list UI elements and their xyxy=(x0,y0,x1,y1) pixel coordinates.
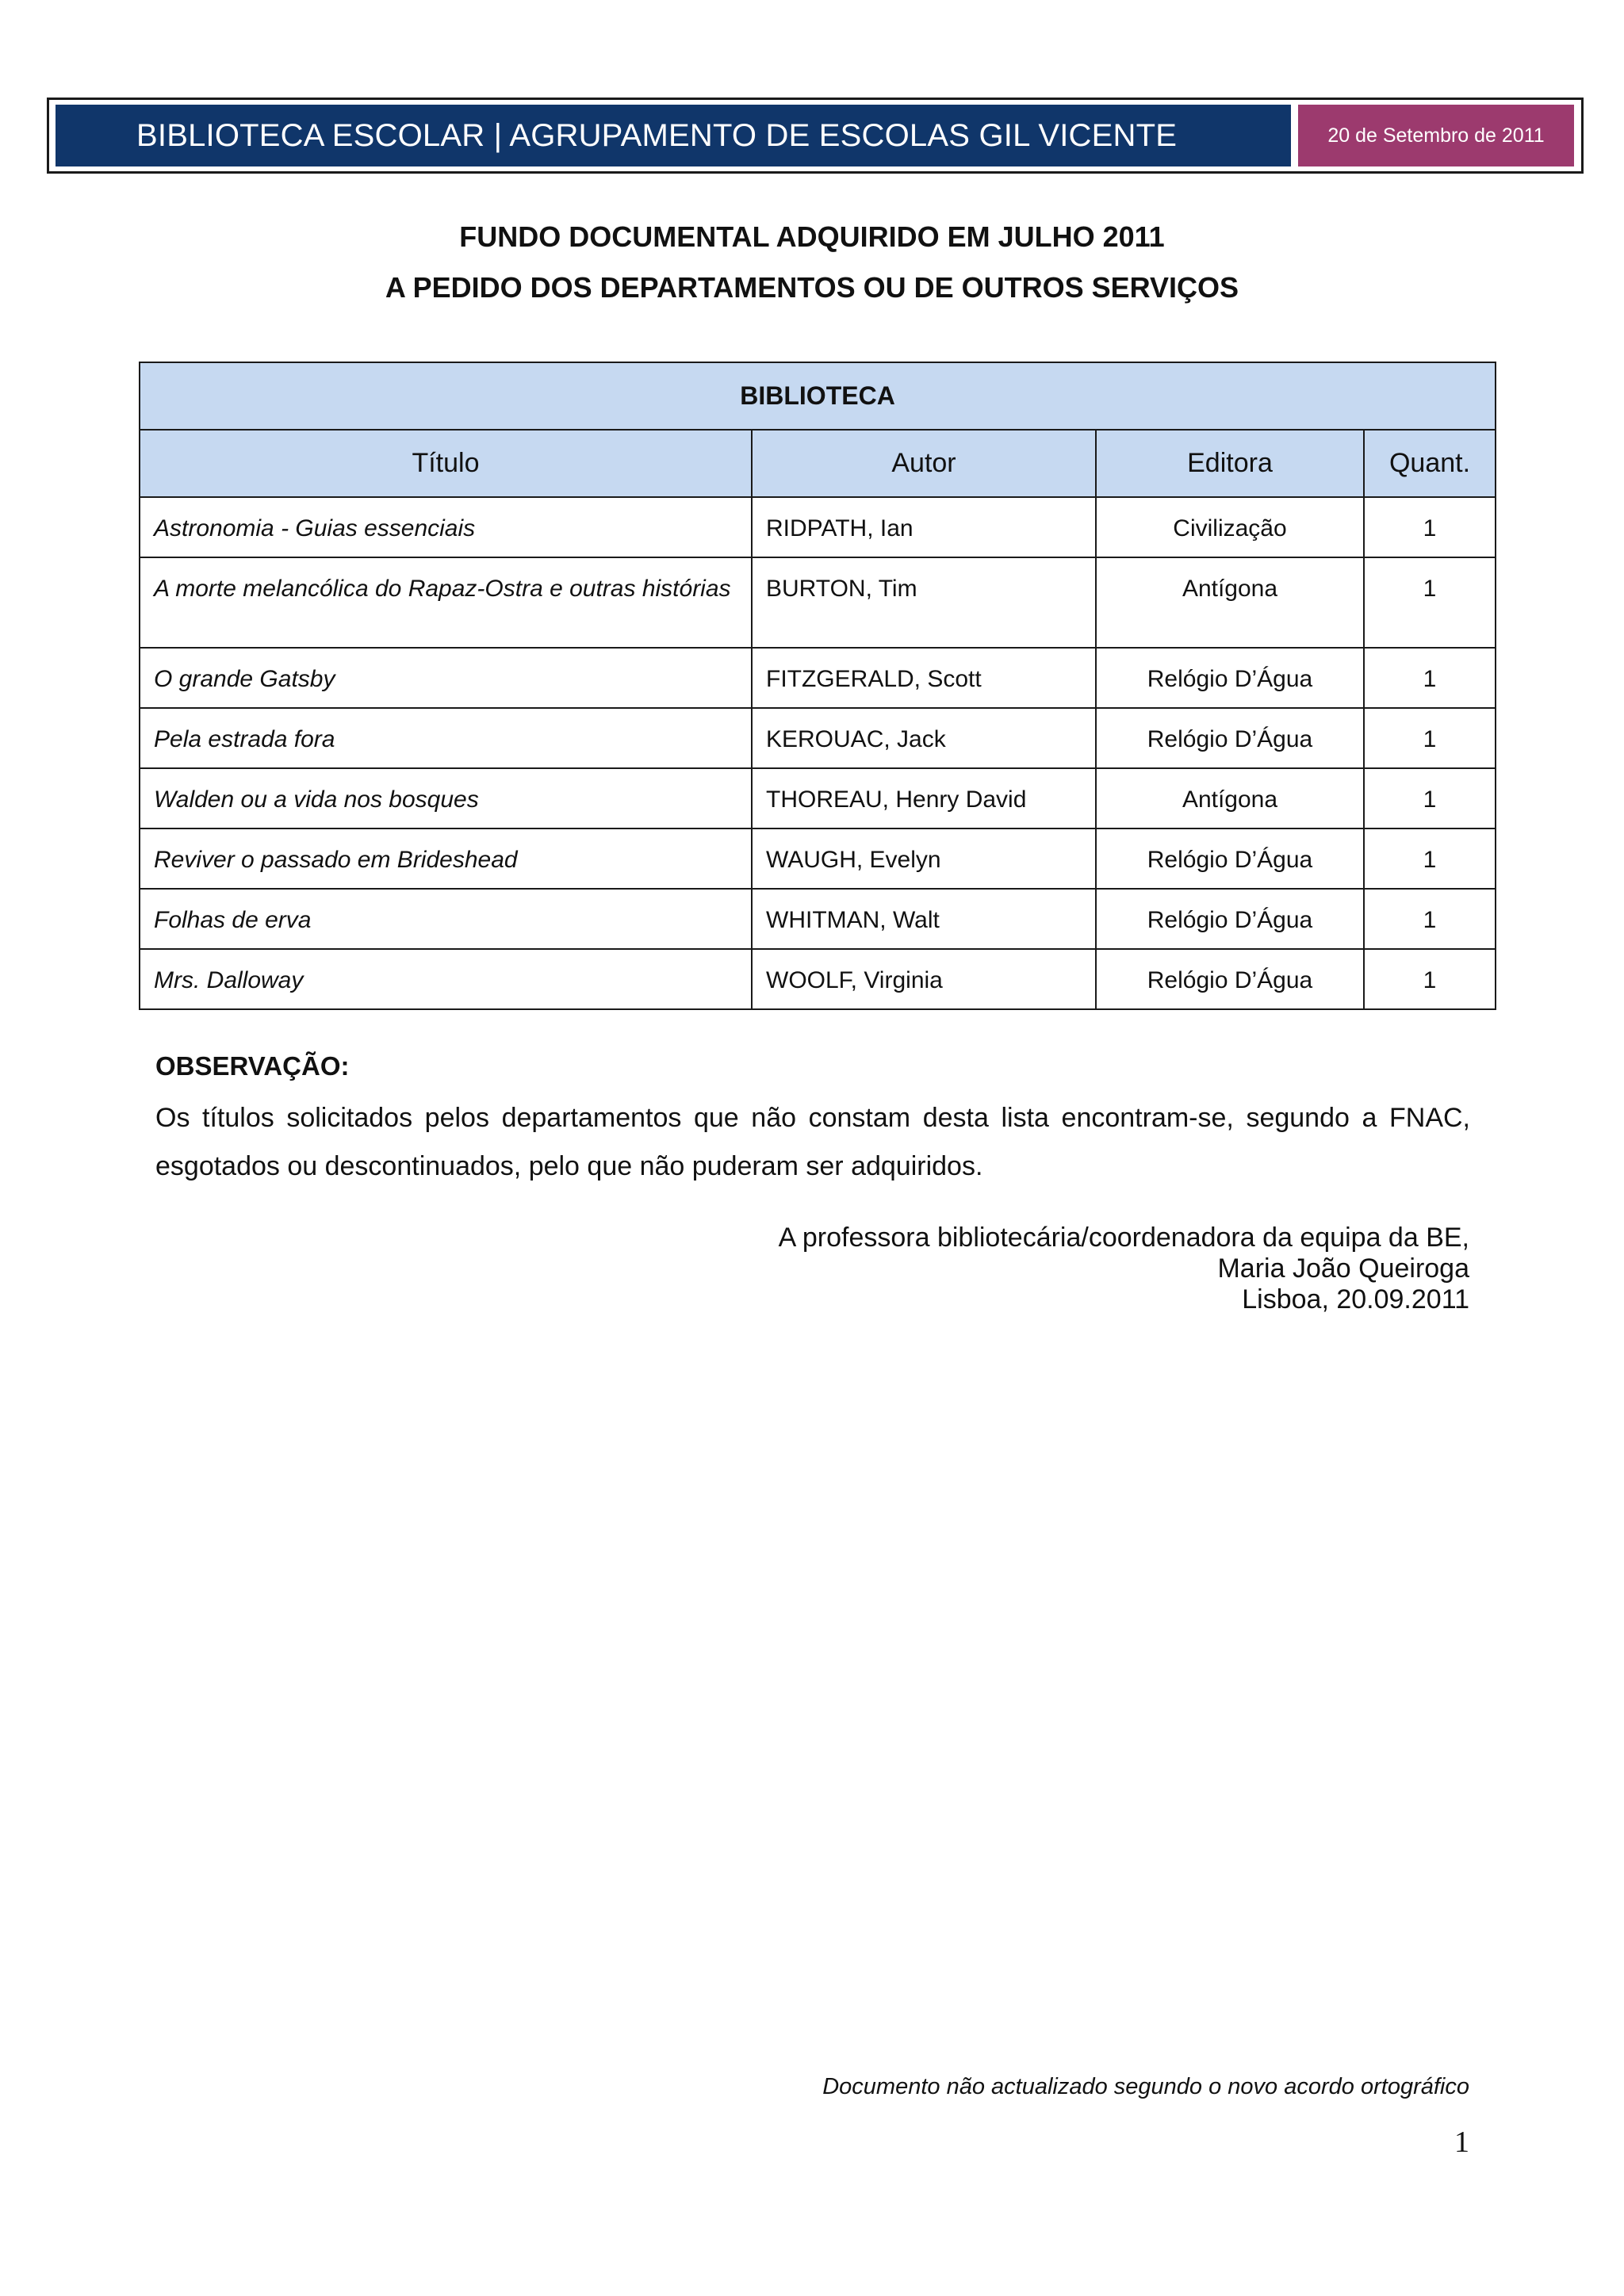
table-row xyxy=(140,557,1496,648)
cell-title: Pela estrada fora xyxy=(140,708,752,768)
cell-quantity: 1 xyxy=(1364,648,1496,708)
document-title-line-2: A PEDIDO DOS DEPARTAMENTOS OU DE OUTROS SERVIÇOS xyxy=(385,271,1239,304)
cell-quantity: 1 xyxy=(1364,949,1496,1009)
page-header xyxy=(47,98,1584,174)
table-row xyxy=(140,768,1496,828)
cell-author: BURTON, Tim xyxy=(752,557,1096,648)
document-title-line-1: FUNDO DOCUMENTAL ADQUIRIDO EM JULHO 2011 xyxy=(459,220,1165,253)
table-row xyxy=(140,828,1496,889)
cell-publisher: Relógio D’Água xyxy=(1096,889,1364,949)
signature-block xyxy=(779,1223,1469,1315)
cell-publisher: Civilização xyxy=(1096,497,1364,557)
cell-publisher: Antígona xyxy=(1096,768,1364,828)
cell-quantity: 1 xyxy=(1364,497,1496,557)
cell-publisher: Antígona xyxy=(1096,557,1364,648)
cell-quantity: 1 xyxy=(1364,828,1496,889)
signature-place-date: Lisboa, 20.09.2011 xyxy=(1242,1284,1469,1314)
cell-title: Walden ou a vida nos bosques xyxy=(140,768,752,828)
cell-author: FITZGERALD, Scott xyxy=(752,648,1096,708)
cell-title: A morte melancólica do Rapaz-Ostra e outras histórias xyxy=(140,557,752,648)
orthography-footnote: Documento não actualizado segundo o novo acordo ortográfico xyxy=(822,2074,1469,2099)
observation-text: Os títulos solicitados pelos departamentos que não constam desta lista encontram-se, segundo a FNAC, esgotados ou descontinuados, pelo que não puderam ser adquiridos. xyxy=(155,1103,1470,1181)
table-caption: BIBLIOTECA xyxy=(140,362,1496,430)
cell-publisher: Relógio D’Água xyxy=(1096,949,1364,1009)
column-header-title: Título xyxy=(140,430,752,497)
table-header-row xyxy=(140,430,1496,497)
cell-author: THOREAU, Henry David xyxy=(752,768,1096,828)
cell-title: O grande Gatsby xyxy=(140,648,752,708)
signature-name: Maria João Queiroga xyxy=(1217,1253,1469,1284)
header-title: BIBLIOTECA ESCOLAR | AGRUPAMENTO DE ESCOLAS GIL VICENTE xyxy=(56,105,1291,166)
table-row xyxy=(140,648,1496,708)
page-number: 1 xyxy=(1454,2126,1469,2159)
cell-quantity: 1 xyxy=(1364,557,1496,648)
column-header-publisher: Editora xyxy=(1096,430,1364,497)
cell-publisher: Relógio D’Água xyxy=(1096,648,1364,708)
table-row xyxy=(140,497,1496,557)
table-row xyxy=(140,889,1496,949)
cell-quantity: 1 xyxy=(1364,768,1496,828)
cell-author: WAUGH, Evelyn xyxy=(752,828,1096,889)
acquisitions-table xyxy=(139,362,1496,1010)
cell-quantity: 1 xyxy=(1364,889,1496,949)
cell-title: Mrs. Dalloway xyxy=(140,949,752,1009)
cell-title: Astronomia - Guias essenciais xyxy=(140,497,752,557)
cell-author: WHITMAN, Walt xyxy=(752,889,1096,949)
cell-title: Folhas de erva xyxy=(140,889,752,949)
observation-label: OBSERVAÇÃO: xyxy=(155,1051,350,1081)
cell-publisher: Relógio D’Água xyxy=(1096,708,1364,768)
table-row xyxy=(140,708,1496,768)
cell-publisher: Relógio D’Água xyxy=(1096,828,1364,889)
cell-author: RIDPATH, Ian xyxy=(752,497,1096,557)
cell-author: WOOLF, Virginia xyxy=(752,949,1096,1009)
column-header-author: Autor xyxy=(752,430,1096,497)
cell-title: Reviver o passado em Brideshead xyxy=(140,828,752,889)
cell-author: KEROUAC, Jack xyxy=(752,708,1096,768)
table-row xyxy=(140,949,1496,1009)
signature-role: A professora bibliotecária/coordenadora da equipa da BE, xyxy=(778,1223,1469,1253)
header-date: 20 de Setembro de 2011 xyxy=(1298,105,1574,166)
column-header-quantity: Quant. xyxy=(1364,430,1496,497)
cell-quantity: 1 xyxy=(1364,708,1496,768)
